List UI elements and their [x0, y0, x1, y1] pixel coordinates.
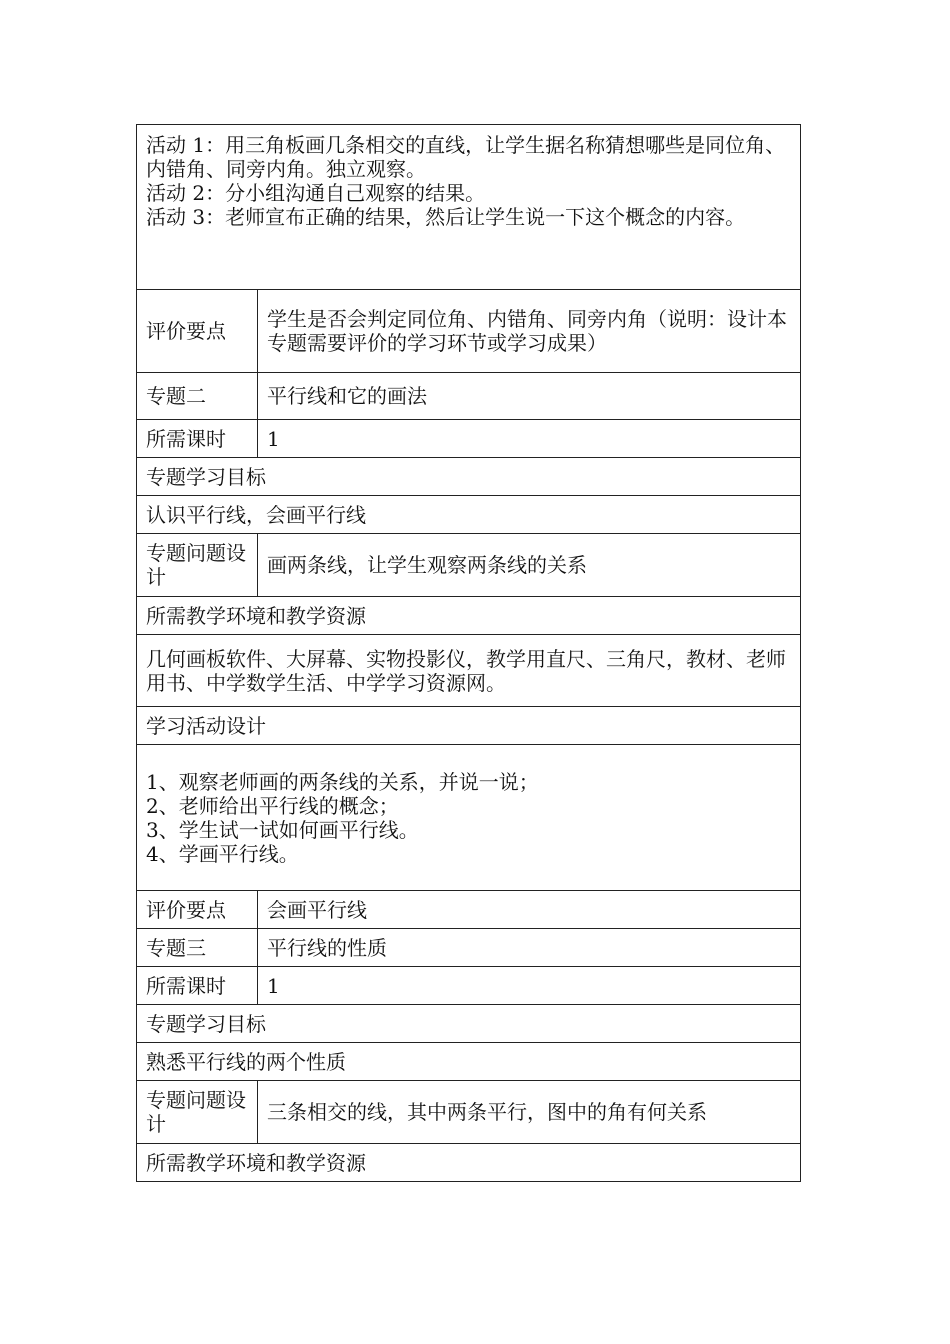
eval-value: 会画平行线: [258, 891, 801, 929]
eval-label: 评价要点: [137, 290, 258, 373]
question-label: 专题问题设计: [137, 1081, 258, 1144]
table-row: [137, 967, 801, 1005]
table-row: [137, 290, 801, 373]
table-row: [137, 597, 801, 635]
table-row: [137, 496, 801, 534]
topic-label: 专题二: [137, 373, 258, 420]
activity-value: 1、观察老师画的两条线的关系，并说一说； 2、老师给出平行线的概念； 3、学生试一试如何画平行线。 4、学画平行线。: [137, 745, 801, 891]
env-header: 所需教学环境和教学资源: [137, 1144, 801, 1182]
topic-value: 平行线的性质: [258, 929, 801, 967]
goal-value: 认识平行线，会画平行线: [137, 496, 801, 534]
question-value: 画两条线，让学生观察两条线的关系: [258, 534, 801, 597]
goal-header: 专题学习目标: [137, 458, 801, 496]
hours-value: 1: [258, 420, 801, 458]
hours-label: 所需课时: [137, 967, 258, 1005]
env-header: 所需教学环境和教学资源: [137, 597, 801, 635]
table-row: [137, 707, 801, 745]
question-label: 专题问题设计: [137, 534, 258, 597]
topic-value: 平行线和它的画法: [258, 373, 801, 420]
activities-block: 活动 1：用三角板画几条相交的直线，让学生据名称猜想哪些是同位角、内错角、同旁内角。独立观察。 活动 2：分小组沟通自己观察的结果。 活动 3：老师宣布正确的结果，然后让学生说一下这个概念的内容。: [137, 125, 801, 290]
table-row: [137, 458, 801, 496]
table-row: [137, 420, 801, 458]
question-value: 三条相交的线，其中两条平行，图中的角有何关系: [258, 1081, 801, 1144]
table-row: [137, 929, 801, 967]
goal-value: 熟悉平行线的两个性质: [137, 1043, 801, 1081]
table-row: [137, 373, 801, 420]
hours-value: 1: [258, 967, 801, 1005]
table-row: [137, 125, 801, 290]
topic-label: 专题三: [137, 929, 258, 967]
activity-header: 学习活动设计: [137, 707, 801, 745]
table-row: [137, 1081, 801, 1144]
goal-header: 专题学习目标: [137, 1005, 801, 1043]
table-row: [137, 1043, 801, 1081]
env-value: 几何画板软件、大屏幕、实物投影仪，教学用直尺、三角尺，教材、老师用书、中学数学生活、中学学习资源网。: [137, 635, 801, 707]
eval-value: 学生是否会判定同位角、内错角、同旁内角（说明：设计本专题需要评价的学习环节或学习成果）: [258, 290, 801, 373]
lesson-plan-table: [136, 124, 801, 1182]
hours-label: 所需课时: [137, 420, 258, 458]
eval-label: 评价要点: [137, 891, 258, 929]
table-row: [137, 1005, 801, 1043]
table-row: [137, 891, 801, 929]
table-row: [137, 534, 801, 597]
table-row: [137, 635, 801, 707]
table-row: [137, 1144, 801, 1182]
table-row: [137, 745, 801, 891]
